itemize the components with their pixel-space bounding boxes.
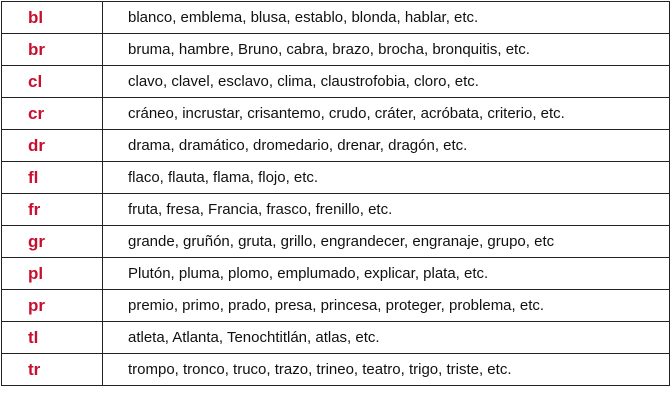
- table-row: [2, 66, 670, 98]
- examples-cell: drama, dramático, dromedario, drenar, dragón, etc.: [103, 130, 670, 162]
- cluster-cell: pr: [2, 290, 103, 322]
- cluster-cell: pl: [2, 258, 103, 290]
- cluster-cell: bl: [2, 2, 103, 34]
- table-row: [2, 98, 670, 130]
- examples-cell: atleta, Atlanta, Tenochtitlán, atlas, etc.: [103, 322, 670, 354]
- examples-cell: premio, primo, prado, presa, princesa, proteger, problema, etc.: [103, 290, 670, 322]
- examples-cell: Plutón, pluma, plomo, emplumado, explicar, plata, etc.: [103, 258, 670, 290]
- examples-cell: bruma, hambre, Bruno, cabra, brazo, brocha, bronquitis, etc.: [103, 34, 670, 66]
- cluster-cell: cr: [2, 98, 103, 130]
- table-row: [2, 2, 670, 34]
- table-row: [2, 258, 670, 290]
- examples-cell: blanco, emblema, blusa, establo, blonda, hablar, etc.: [103, 2, 670, 34]
- examples-cell: fruta, fresa, Francia, frasco, frenillo, etc.: [103, 194, 670, 226]
- examples-cell: clavo, clavel, esclavo, clima, claustrofobia, cloro, etc.: [103, 66, 670, 98]
- cluster-cell: fr: [2, 194, 103, 226]
- cluster-cell: br: [2, 34, 103, 66]
- examples-cell: grande, gruñón, gruta, grillo, engrandecer, engranaje, grupo, etc: [103, 226, 670, 258]
- table-row: [2, 322, 670, 354]
- cluster-cell: gr: [2, 226, 103, 258]
- table-row: [2, 354, 670, 386]
- table-row: [2, 34, 670, 66]
- examples-cell: cráneo, incrustar, crisantemo, crudo, cráter, acróbata, criterio, etc.: [103, 98, 670, 130]
- cluster-cell: tl: [2, 322, 103, 354]
- table-row: [2, 226, 670, 258]
- cluster-cell: fl: [2, 162, 103, 194]
- cluster-cell: cl: [2, 66, 103, 98]
- consonant-cluster-table: [1, 1, 670, 386]
- table-row: [2, 194, 670, 226]
- table-body: [2, 2, 670, 386]
- examples-cell: trompo, tronco, truco, trazo, trineo, teatro, trigo, triste, etc.: [103, 354, 670, 386]
- cluster-cell: tr: [2, 354, 103, 386]
- table-row: [2, 290, 670, 322]
- examples-cell: flaco, flauta, flama, flojo, etc.: [103, 162, 670, 194]
- table-row: [2, 130, 670, 162]
- cluster-cell: dr: [2, 130, 103, 162]
- table-row: [2, 162, 670, 194]
